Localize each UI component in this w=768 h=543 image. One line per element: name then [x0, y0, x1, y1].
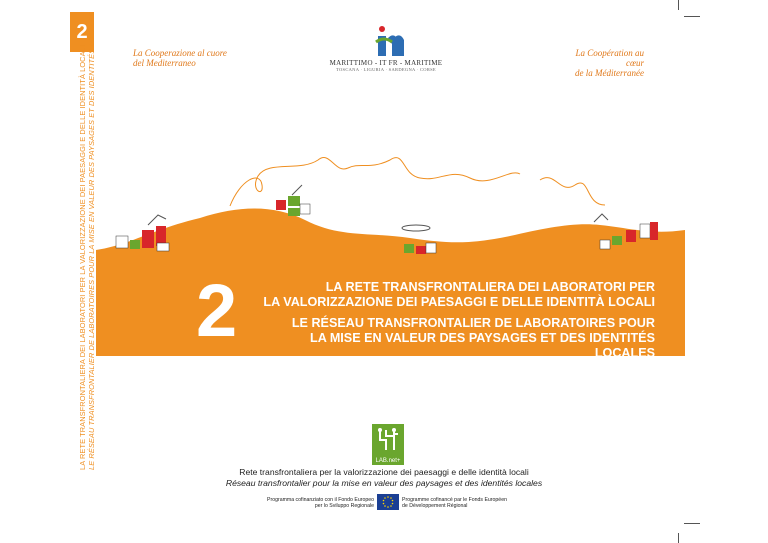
logo-subtitle: TOSCANA · LIGURIA · SARDEGNA · CORSE	[336, 67, 436, 72]
banner-title-fr: LE RÉSEAU TRANSFRONTALIER DE LABORATOIRES POUR LA MISE EN VALEUR DES PAYSAGES ET DES IDENTITÉS LOCALES	[291, 316, 655, 360]
labnet-logo-icon	[372, 424, 404, 457]
flight-path	[540, 178, 605, 205]
eu-flag-icon	[377, 494, 399, 510]
caption-it: Rete transfrontaliera per la valorizzazione dei paesaggi e delle identità locali	[239, 467, 529, 477]
logo-title: MARITTIMO - IT FR - MARITIME	[329, 59, 443, 67]
vertical-title-it: LA RETE TRANSFRONTALIERA DEI LABORATORI PER LA VALORIZZAZIONE DEI PAESAGGI E DELLE IDENTITÀ LOCALI	[78, 44, 87, 470]
vertical-title-fr: LE RÉSEAU TRANSFRONTALIER DE LABORATOIRES POUR LA MISE EN VALEUR DES PAYSAGES ET DES IDENTITÉS LOCALES	[87, 11, 96, 470]
flight-path	[230, 158, 520, 206]
page-number-tab: 2	[70, 12, 94, 52]
labnet-label: LAB.net+	[372, 457, 404, 465]
chapter-number: 2	[196, 269, 238, 352]
motto-it: La Cooperazione al cuore del Mediterraneo	[133, 48, 227, 68]
village-cluster	[276, 185, 310, 216]
fund-text-it: Programma cofinanziato con il Fondo Europeo per lo Sviluppo Regionale	[267, 497, 374, 509]
village-cluster	[116, 215, 169, 251]
banner-title-it: LA RETE TRANSFRONTALIERA DEI LABORATORI PER LA VALORIZZAZIONE DEI PAESAGGI E DELLE IDENTITÀ LOCALI	[263, 280, 655, 309]
motto-fr: La Coopération au cœur de la Méditerranée	[575, 48, 644, 78]
caption-fr: Réseau transfrontalier pour la mise en valeur des paysages et des identités locales	[225, 478, 543, 488]
fund-text-fr: Programme cofinancé par le Fonds Européen de Développement Régional	[402, 497, 507, 509]
